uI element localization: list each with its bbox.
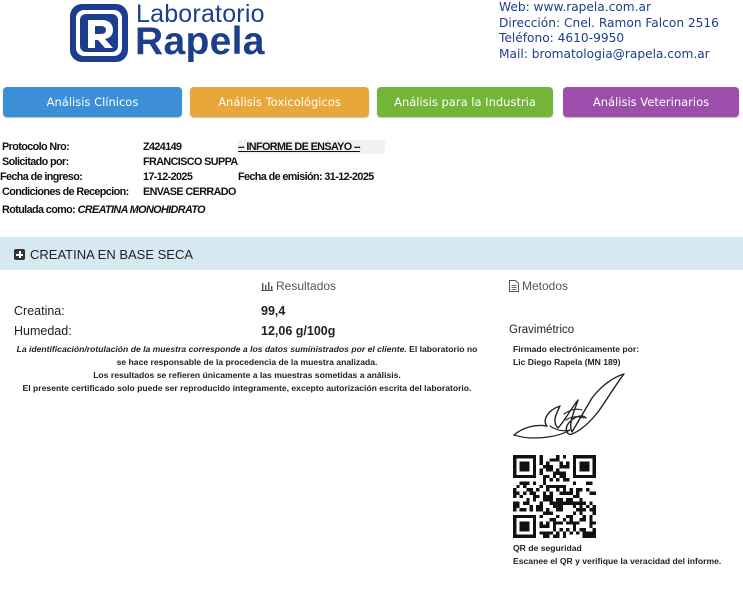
signed-label: Firmado electrónicamente por: — [513, 344, 640, 354]
disclaimer-italic: La identificación/rotulación de la muestra corresponde a los datos suministrados por el cliente. — [16, 344, 407, 354]
conditions-label: Condiciones de Recepcion: — [2, 186, 129, 198]
document-icon — [509, 280, 519, 292]
signed-by — [513, 343, 639, 369]
nav-analisis-industria[interactable] — [377, 87, 553, 117]
protocol-value: Z424149 — [143, 141, 182, 153]
result-label-creatina: Creatina: — [14, 304, 65, 318]
disclaimer-line-2: Los resultados se refieren únicamente a las muestras sometidas a análisis. — [93, 370, 401, 381]
qr-caption — [513, 542, 733, 568]
result-label-humedad: Humedad: — [14, 324, 72, 338]
logo-text-laboratorio: Laboratorio — [136, 0, 265, 28]
result-value-humedad: 12,06 g/100g — [261, 324, 336, 338]
contact-address: Dirección: Cnel. Ramon Falcon 2516 — [499, 15, 719, 30]
nav-analisis-toxicologicos[interactable] — [190, 87, 369, 117]
nav-analisis-clinicos[interactable] — [3, 87, 182, 117]
bar-chart-icon — [261, 281, 273, 291]
results-header — [261, 279, 336, 293]
lab-logo — [68, 2, 278, 64]
nav-label: Análisis Veterinarios — [592, 95, 710, 109]
labeled-as — [2, 204, 205, 216]
requested-value: FRANCISCO SUPPA — [143, 156, 238, 168]
labeled-value: CREATINA MONOHIDRATO — [77, 204, 205, 216]
disclaimer — [14, 343, 480, 395]
protocol-label: Protocolo Nro: — [2, 141, 70, 153]
entry-date-label: Fecha de ingreso: — [0, 171, 83, 183]
contact-block — [499, 0, 719, 62]
handwritten-signature — [512, 370, 632, 445]
contact-web[interactable]: Web: www.rapela.com.ar — [499, 0, 652, 14]
security-qr-code[interactable] — [513, 455, 596, 538]
conditions-value: ENVASE CERRADO — [143, 186, 236, 198]
qr-instructions: Escanee el QR y verifique la veracidad del informe. — [513, 556, 722, 566]
signer-name: Lic Diego Rapela (MN 189) — [513, 357, 621, 367]
expand-plus-icon[interactable] — [14, 249, 25, 260]
methods-header-label: Metodos — [522, 279, 569, 293]
disclaimer-rest: El laboratorio no se hace responsable de la procedencia de la muestra analizada. — [116, 344, 478, 368]
logo-text-rapela: Rapela — [135, 20, 265, 63]
result-method-humedad: Gravimétrico — [509, 324, 575, 336]
nav-analisis-veterinarios[interactable] — [563, 87, 739, 117]
report-title: -- INFORME DE ENSAYO -- — [238, 141, 360, 153]
issue-date: Fecha de emisión: 31-12-2025 — [238, 171, 374, 183]
section-title: CREATINA EN BASE SECA — [30, 247, 194, 262]
lab-logo-icon — [68, 2, 130, 64]
contact-mail[interactable]: Mail: bromatologia@rapela.com.ar — [499, 46, 710, 61]
result-value-creatina: 99,4 — [261, 304, 286, 318]
requested-label: Solicitado por: — [2, 156, 69, 168]
labeled-label: Rotulada como: — [2, 204, 76, 216]
contact-phone: Teléfono: 4610-9950 — [499, 31, 625, 46]
nav-label: Análisis Clínicos — [46, 95, 139, 109]
qr-title: QR de seguridad — [513, 543, 582, 553]
nav-label: Análisis Toxicológicos — [218, 95, 341, 109]
methods-header — [509, 279, 568, 293]
results-header-label: Resultados — [276, 279, 337, 293]
disclaimer-line-3: El presente certificado solo puede ser reproducido integramente, excepto autorización escrita del laboratorio. — [22, 383, 472, 394]
nav-label: Análisis para la Industria — [394, 95, 536, 109]
disclaimer-line-1 — [14, 343, 480, 369]
entry-date-value: 17-12-2025 — [143, 171, 193, 183]
